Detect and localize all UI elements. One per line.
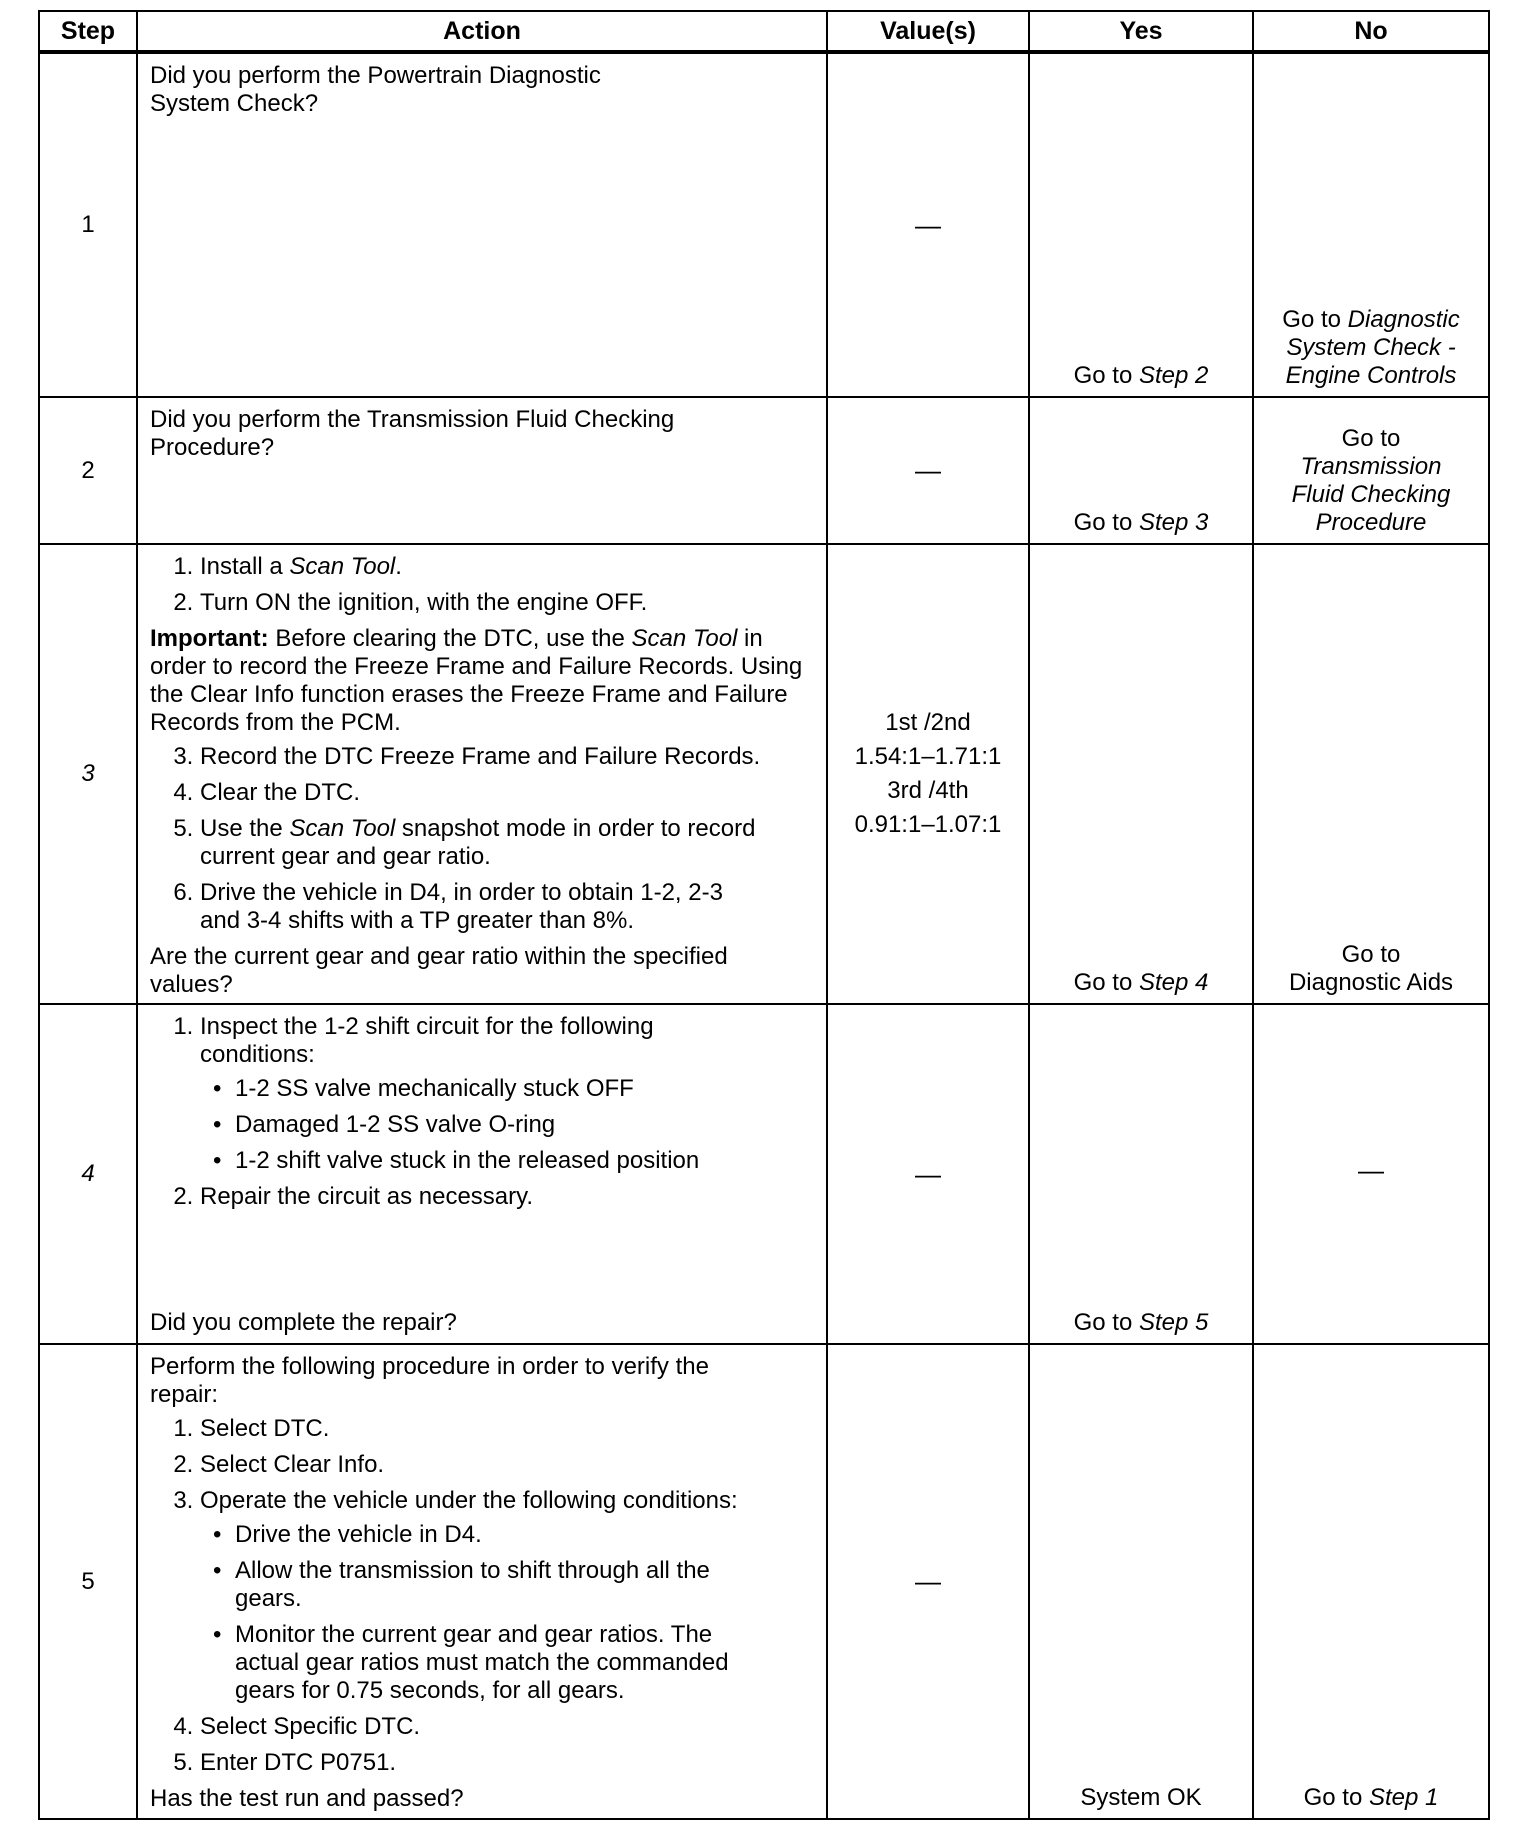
yes-prefix: Go to — [1073, 1309, 1139, 1336]
no-dash: — — [1358, 1155, 1384, 1185]
step-text: Install a — [200, 553, 290, 580]
action-question: Did you perform the Transmission Fluid Checking Procedure? — [150, 406, 675, 461]
yes-cell — [1029, 1004, 1253, 1344]
no-cell — [1253, 397, 1489, 544]
step-number: 1 — [39, 52, 137, 397]
no-procedure-link: Diagnostic Aids — [1288, 969, 1454, 996]
no-procedure-link: Transmission Fluid Checking Procedure — [1291, 453, 1451, 536]
values-cell — [827, 52, 1029, 397]
step-number: 3 — [39, 544, 137, 1004]
condition-list — [200, 1075, 816, 1175]
values-cell — [827, 397, 1029, 544]
yes-prefix: Go to — [1073, 969, 1139, 996]
procedure-step: 4. Select Specific DTC. — [200, 1713, 816, 1741]
procedure-step: 5. Enter DTC P0751. — [200, 1749, 816, 1777]
yes-prefix: Go to — [1073, 362, 1139, 389]
action-cell — [137, 52, 827, 397]
yes-prefix: Go to — [1073, 509, 1139, 536]
no-step-link: Step 1 — [1368, 1784, 1439, 1811]
no-cell — [1253, 1004, 1489, 1344]
procedure-list — [150, 553, 816, 617]
yes-cell — [1029, 544, 1253, 1004]
header-no: No — [1253, 11, 1489, 52]
important-label: Important: — [150, 625, 269, 652]
diagnostic-table — [38, 10, 1490, 1820]
table-row-step-1 — [39, 52, 1489, 397]
value-dash: — — [915, 455, 941, 485]
table-row-step-5 — [39, 1344, 1489, 1819]
value-range: 1.54:1–1.71:1 — [854, 743, 1002, 770]
procedure-step: 3. Record the DTC Freeze Frame and Failure Records. — [200, 743, 816, 771]
value-dash: — — [915, 209, 941, 240]
step-number: 2 — [39, 397, 137, 544]
no-prefix: Go to — [1341, 941, 1401, 968]
condition-item: • 1-2 SS valve mechanically stuck OFF — [235, 1075, 816, 1103]
procedure-step — [200, 1487, 816, 1705]
no-prefix: Go to — [1282, 306, 1348, 333]
yes-cell — [1029, 52, 1253, 397]
yes-step-link: Step 2 — [1138, 362, 1209, 389]
step-number: 5 — [39, 1344, 137, 1819]
table-row-step-2 — [39, 397, 1489, 544]
value-range-label: 1st /2nd — [885, 709, 971, 736]
action-cell — [137, 1344, 827, 1819]
procedure-list — [150, 1013, 816, 1211]
procedure-step: 1. Select DTC. — [200, 1415, 816, 1443]
procedure-step: 6. Drive the vehicle in D4, in order to obtain 1-2, 2-3 and 3-4 shifts with a TP greater than 8%. — [200, 879, 760, 935]
no-cell — [1253, 1344, 1489, 1819]
table-row-step-3 — [39, 544, 1489, 1004]
step-text: Use the — [200, 815, 290, 842]
header-step: Step — [39, 11, 137, 52]
step-text: Operate the vehicle under the following conditions: — [200, 1487, 738, 1514]
condition-item: • 1-2 shift valve stuck in the released position — [235, 1147, 816, 1175]
procedure-step — [200, 815, 816, 871]
scan-tool-term: Scan Tool — [631, 625, 738, 652]
yes-step-link: Step 4 — [1138, 969, 1209, 996]
condition-item: • Drive the vehicle in D4. — [235, 1521, 816, 1549]
procedure-step: 2. Turn ON the ignition, with the engine OFF. — [200, 589, 816, 617]
no-prefix: Go to — [1341, 425, 1401, 452]
header-action: Action — [137, 11, 827, 52]
action-cell — [137, 544, 827, 1004]
important-note — [150, 625, 816, 737]
value-range: 0.91:1–1.07:1 — [854, 811, 1002, 838]
yes-cell — [1029, 397, 1253, 544]
values-cell — [827, 1004, 1029, 1344]
values-cell — [827, 1344, 1029, 1819]
no-cell — [1253, 544, 1489, 1004]
action-cell — [137, 1004, 827, 1344]
header-values: Value(s) — [827, 11, 1029, 52]
action-question: Did you complete the repair? — [150, 1309, 457, 1336]
procedure-step — [200, 1013, 816, 1175]
note-text: Before clearing the DTC, use the — [268, 625, 632, 652]
action-question: Has the test run and passed? — [150, 1785, 464, 1812]
value-range-label: 3rd /4th — [887, 777, 969, 804]
procedure-step: 2. Repair the circuit as necessary. — [200, 1183, 816, 1211]
table-row-step-4 — [39, 1004, 1489, 1344]
procedure-list — [150, 743, 816, 935]
diagnostic-table-sheet — [38, 10, 1488, 1820]
yes-step-link: Step 5 — [1138, 1309, 1209, 1336]
values-cell — [827, 544, 1029, 1004]
value-dash: — — [915, 1158, 941, 1189]
step-text: 1. Inspect the 1-2 shift circuit for the following conditions: — [200, 1013, 654, 1068]
action-cell — [137, 397, 827, 544]
no-procedure-link: Diagnostic System Check - Engine Controls — [1285, 306, 1460, 389]
step-text: . — [395, 553, 402, 580]
step-text: snapshot mode in order to record current gear and gear ratio. — [200, 815, 756, 870]
header-row — [39, 11, 1489, 52]
action-question: Are the current gear and gear ratio within the specified values? — [150, 943, 728, 998]
procedure-intro: Perform the following procedure in order to verify the repair: — [150, 1353, 709, 1408]
scan-tool-term: Scan Tool — [289, 553, 396, 580]
step-number: 4 — [39, 1004, 137, 1344]
yes-cell: System OK — [1029, 1344, 1253, 1819]
procedure-step: 2. Select Clear Info. — [200, 1451, 816, 1479]
action-question: Did you perform the Powertrain Diagnostic System Check? — [150, 62, 601, 117]
procedure-step — [200, 553, 816, 581]
value-dash: — — [915, 1566, 941, 1596]
no-prefix: Go to — [1303, 1784, 1369, 1811]
procedure-list — [150, 1415, 816, 1777]
condition-item: • Allow the transmission to shift through all the gears. — [235, 1557, 715, 1613]
no-cell — [1253, 52, 1489, 397]
scan-tool-term: Scan Tool — [289, 815, 396, 842]
condition-item: • Damaged 1-2 SS valve O-ring — [235, 1111, 816, 1139]
procedure-step: 4. Clear the DTC. — [200, 779, 816, 807]
yes-step-link: Step 3 — [1138, 509, 1209, 536]
condition-item: • Monitor the current gear and gear ratios. The actual gear ratios must match the commanded gears for 0.75 seconds, for all gears. — [235, 1621, 775, 1705]
condition-list — [200, 1521, 816, 1705]
header-yes: Yes — [1029, 11, 1253, 52]
note-text: in order to record the Freeze Frame and Failure Records. Using the Clear Info function erases the Freeze Frame and Failure Records from the PCM. — [150, 625, 803, 736]
